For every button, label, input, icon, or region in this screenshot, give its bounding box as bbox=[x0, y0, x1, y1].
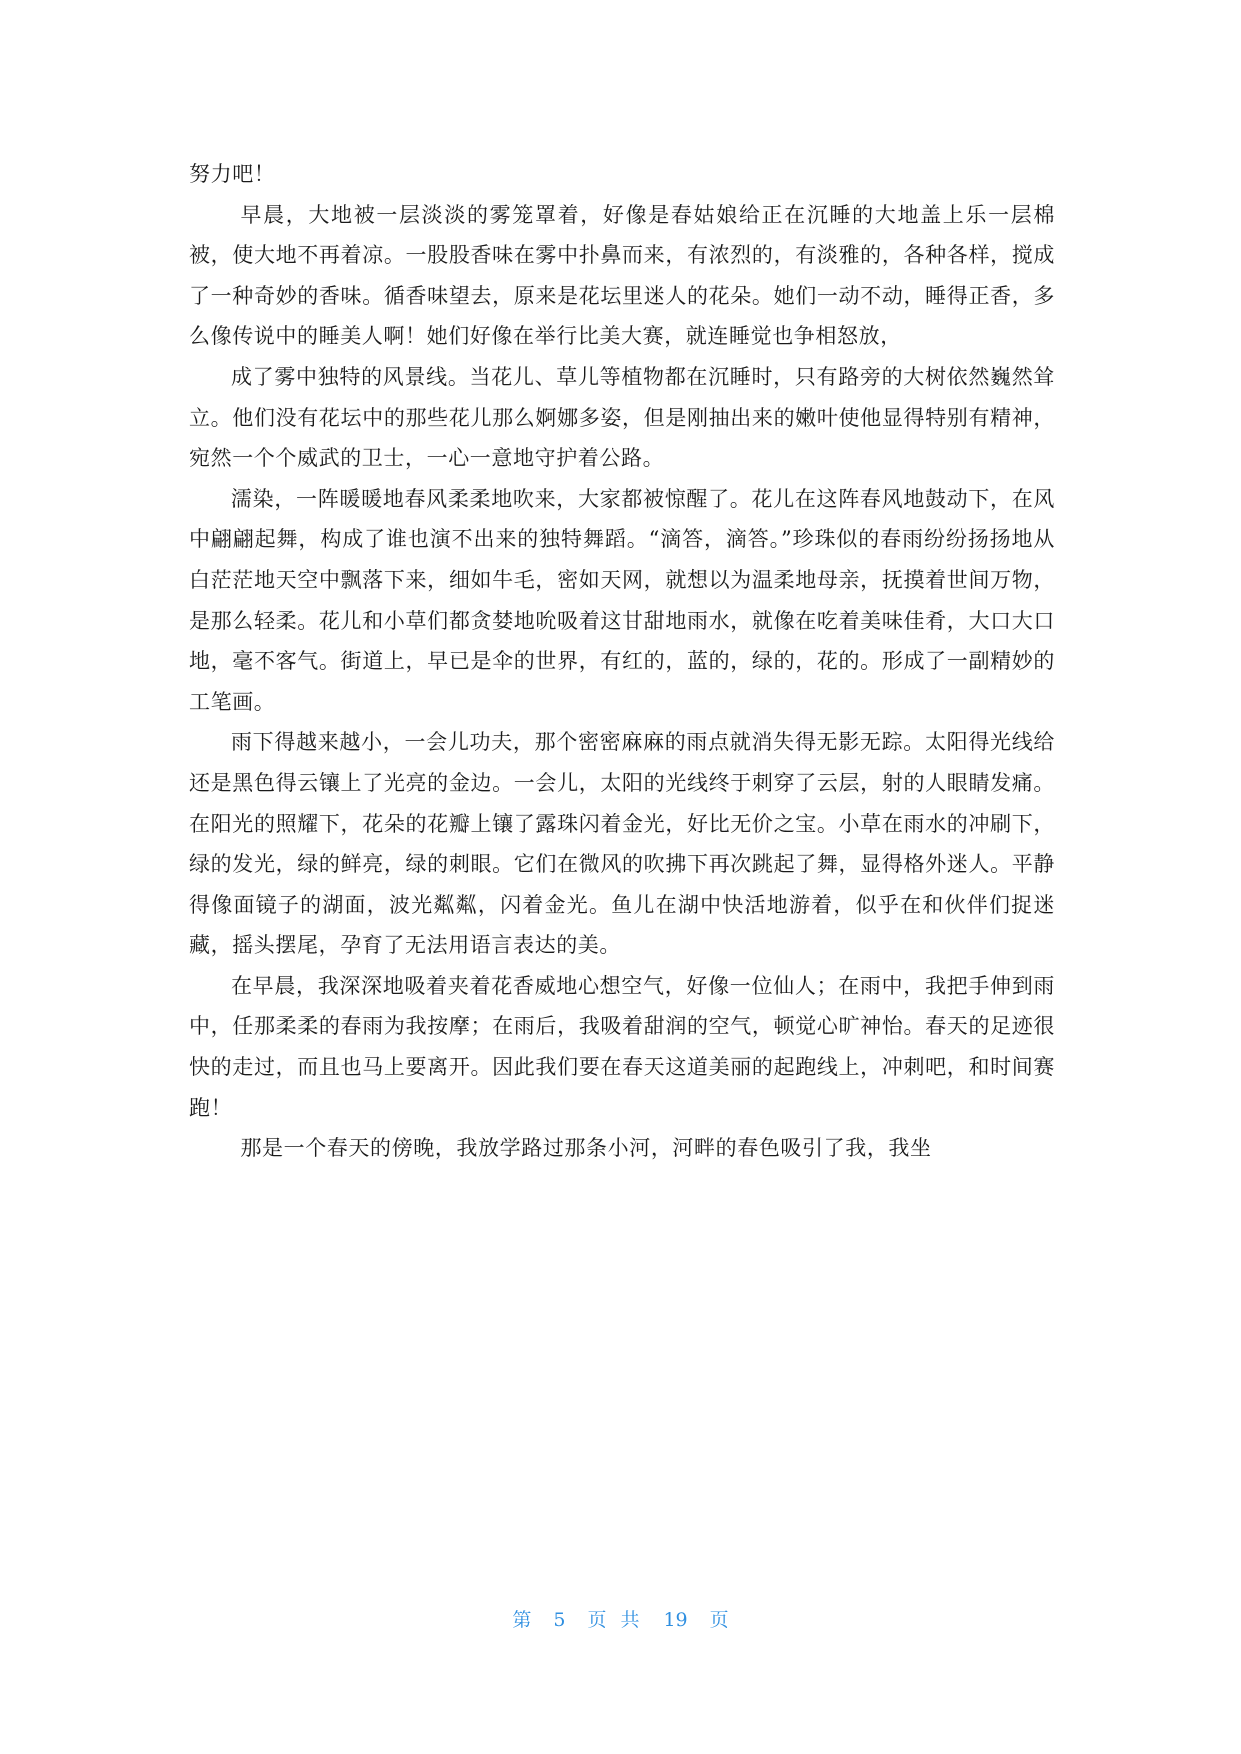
footer-current-page: 5 bbox=[553, 1609, 566, 1631]
document-body bbox=[189, 154, 1055, 1169]
paragraph-3: 成了雾中独特的风景线。当花儿、草儿等植物都在沉睡时，只有路旁的大树依然巍然耸立。他们没有花坛中的那些花儿那么婀娜多姿，但是刚抽出来的嫩叶使他显得特别有精神，宛然一个个威武的卫士，一心一意地守护着公路。 bbox=[189, 364, 1055, 471]
paragraph-4: 濡染，一阵暖暖地春风柔柔地吹来，大家都被惊醒了。花儿在这阵春风地鼓动下，在风中翩翩起舞，构成了谁也演不出来的独特舞蹈。“滴答，滴答。”珍珠似的春雨纷纷扬扬地从白茫茫地天空中飘落下来，细如牛毛，密如天网，就想以为温柔地母亲，抚摸着世间万物，是那么轻柔。花儿和小草们都贪婪地吮吸着这甘甜地雨水，就像在吃着美味佳肴，大口大口地，毫不客气。街道上，早已是伞的世界，有红的，蓝的，绿的，花的。形成了一副精妙的工笔画。 bbox=[189, 486, 1055, 714]
footer-suffix: 页 bbox=[709, 1609, 729, 1631]
paragraph-5: 雨下得越来越小，一会儿功夫，那个密密麻麻的雨点就消失得无影无踪。太阳得光线给还是黑色得云镶上了光亮的金边。一会儿，太阳的光线终于刺穿了云层，射的人眼睛发痛。在阳光的照耀下，花朵的花瓣上镶了露珠闪着金光，好比无价之宝。小草在雨水的冲刷下，绿的发光，绿的鲜亮，绿的刺眼。它们在微风的吹拂下再次跳起了舞，显得格外迷人。平静得像面镜子的湖面，波光粼粼，闪着金光。鱼儿在湖中快活地游着，似乎在和伙伴们捉迷藏，摇头摆尾，孕育了无法用语言表达的美。 bbox=[189, 730, 1055, 958]
footer-total-pages: 19 bbox=[663, 1609, 688, 1631]
paragraph-2: 早晨，大地被一层淡淡的雾笼罩着，好像是春姑娘给正在沉睡的大地盖上乐一层棉被，使大地不再着凉。一股股香味在雾中扑鼻而来，有浓烈的，有淡雅的，各种各样，搅成了一种奇妙的香味。循香味望去，原来是花坛里迷人的花朵。她们一动不动，睡得正香，多么像传说中的睡美人啊！她们好像在举行比美大赛，就连睡觉也争相怒放， bbox=[189, 202, 1055, 349]
footer-prefix: 第 bbox=[512, 1609, 532, 1631]
paragraph-1: 努力吧！ bbox=[189, 162, 276, 186]
page-footer bbox=[0, 1605, 1241, 1632]
footer-middle: 页共 bbox=[587, 1609, 654, 1631]
paragraph-6: 在早晨，我深深地吸着夹着花香威地心想空气，好像一位仙人；在雨中，我把手伸到雨中，任那柔柔的春雨为我按摩；在雨后，我吸着甜润的空气，顿觉心旷神怡。春天的足迹很快的走过，而且也马上要离开。因此我们要在春天这道美丽的起跑线上，冲刺吧，和时间赛跑！ bbox=[189, 973, 1055, 1120]
paragraph-7: 那是一个春天的傍晚，我放学路过那条小河，河畔的春色吸引了我，我坐 bbox=[240, 1136, 932, 1161]
